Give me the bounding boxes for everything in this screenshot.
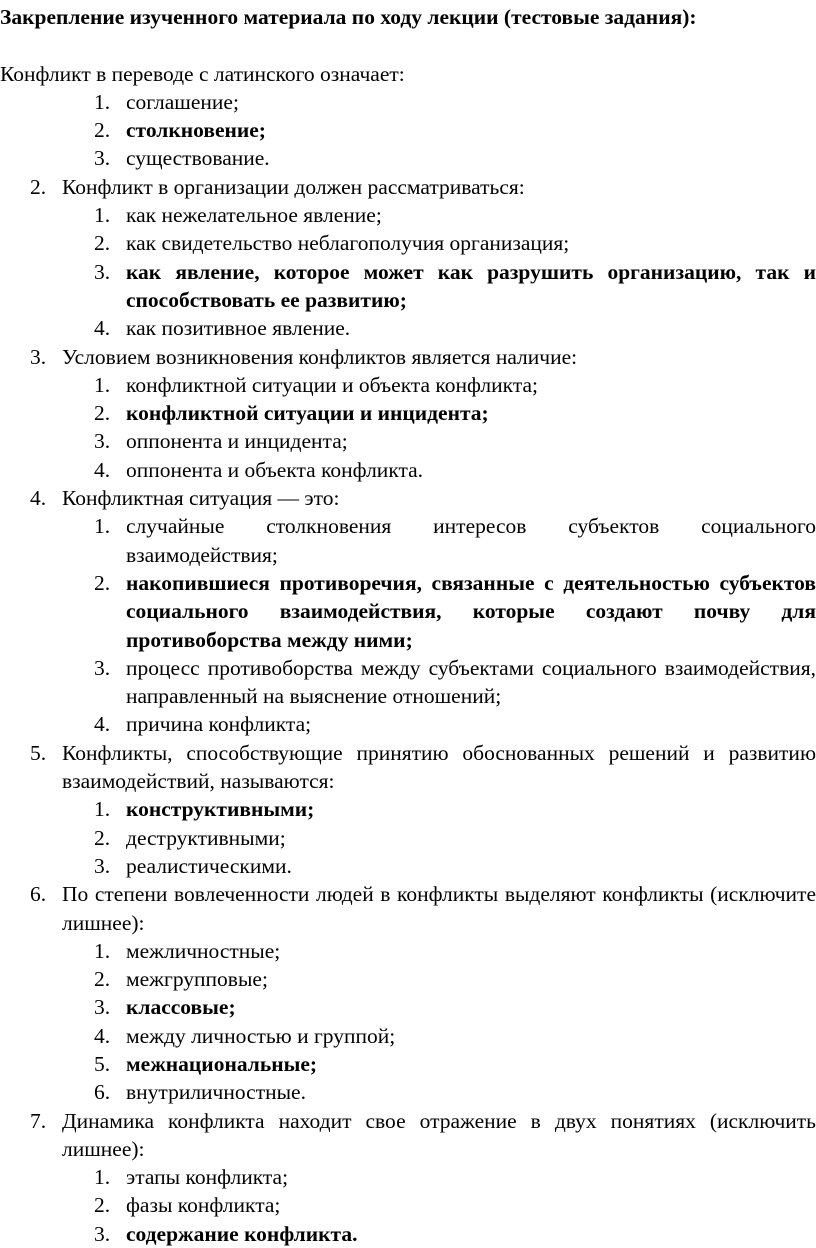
option-text: как позитивное явление.: [126, 316, 351, 341]
option-number: 4.: [94, 316, 111, 341]
option-text: внутриличностные.: [126, 1080, 306, 1105]
question-block: [0, 1107, 816, 1248]
answer-option: [0, 937, 816, 965]
answer-option: [0, 427, 816, 455]
option-text: конфликтной ситуации и объекта конфликта;: [126, 372, 539, 397]
option-number: 4.: [94, 712, 111, 737]
question-row: [0, 173, 816, 201]
option-number: 1.: [94, 203, 111, 228]
option-text: соглашение;: [126, 89, 239, 114]
option-number: 3.: [94, 995, 111, 1020]
option-text: столкновение;: [126, 118, 266, 143]
option-text: как свидетельство неблагополучия организация;: [126, 231, 570, 256]
answer-option-correct: [0, 795, 816, 823]
option-text: оппонента и объекта конфликта.: [126, 457, 424, 482]
option-text: как нежелательное явление;: [126, 203, 382, 228]
option-text: существование.: [126, 146, 270, 171]
option-text: межличностные;: [126, 938, 281, 963]
option-number: 2.: [94, 118, 111, 143]
page-title: Закрепление изученного материала по ходу лекции (тестовые задания):: [0, 5, 697, 29]
option-text: классовые;: [126, 995, 236, 1020]
option-text: как явление, которое может как разрушить организацию, так и способствовать ее развитию;: [126, 259, 816, 312]
question-text: Конфликт в переводе с латинского означает:: [0, 61, 405, 86]
answer-option-correct: [0, 258, 816, 315]
question-row: [0, 1107, 816, 1164]
answer-option: [0, 1191, 816, 1219]
option-number: 3.: [94, 146, 111, 171]
option-text: процесс противоборства между субъектами социального взаимодействия, направленный на выяснение отношений;: [126, 655, 816, 709]
question-row: [0, 880, 816, 937]
option-text: между личностью и группой;: [126, 1023, 396, 1048]
option-text: этапы конфликта;: [126, 1165, 289, 1190]
answer-option: [0, 852, 816, 880]
question-row: [0, 739, 816, 796]
option-number: 1.: [94, 797, 111, 822]
answer-option: [0, 144, 816, 172]
option-text: конфликтной ситуации и инцидента;: [126, 401, 489, 426]
option-text: межгрупповые;: [126, 967, 268, 992]
answer-option: [0, 1078, 816, 1106]
answer-option: [0, 512, 816, 569]
answer-option: [0, 88, 816, 116]
question-block: [0, 739, 816, 880]
answer-option: [0, 965, 816, 993]
option-number: 6.: [94, 1080, 111, 1105]
question-block: [0, 173, 816, 343]
question-text: Конфликты, способствующие принятию обоснованных решений и развитию взаимодействий, называются:: [62, 740, 816, 794]
option-number: 2.: [94, 570, 111, 595]
option-number: 2.: [94, 825, 111, 850]
option-number: 3.: [94, 429, 111, 454]
option-text: накопившиеся противоречия, связанные с деятельностью субъектов социального взаимодействия, которые создают почву для противоборства между ними;: [126, 570, 816, 652]
option-number: 3.: [94, 1221, 111, 1246]
question-list: [0, 60, 816, 1248]
question-row: [0, 343, 816, 371]
answer-option-correct: [0, 569, 816, 654]
option-number: 3.: [94, 259, 111, 284]
question-block: [0, 60, 816, 173]
question-text: Динамика конфликта находит свое отражение в двух понятиях (исключить лишнее):: [62, 1108, 816, 1161]
question-block: [0, 343, 816, 484]
question-row: [0, 484, 816, 512]
answer-option-correct: [0, 993, 816, 1021]
option-text: причина конфликта;: [126, 712, 312, 737]
answer-option: [0, 456, 816, 484]
option-number: 2.: [94, 231, 111, 256]
option-text: конструктивными;: [126, 797, 315, 822]
option-number: 2.: [94, 1193, 111, 1218]
question-number: 3.: [30, 344, 47, 369]
question-block: [0, 484, 816, 739]
answer-option-correct: [0, 399, 816, 427]
option-text: случайные столкновения интересов субъектов социального взаимодействия;: [126, 514, 816, 567]
option-text: деструктивными;: [126, 825, 286, 850]
option-text: содержание конфликта.: [126, 1221, 358, 1246]
answer-option: [0, 710, 816, 738]
option-number: 1.: [94, 372, 111, 397]
answer-option-correct: [0, 1220, 816, 1248]
question-number: 6.: [30, 882, 47, 907]
answer-option: [0, 1022, 816, 1050]
option-number: 1.: [94, 1165, 111, 1190]
answer-option: [0, 654, 816, 711]
option-number: 1.: [94, 514, 111, 539]
option-number: 5.: [94, 1051, 111, 1076]
answer-option: [0, 371, 816, 399]
answer-option: [0, 229, 816, 257]
question-text: Конфликтная ситуация — это:: [62, 486, 340, 511]
question-number: 5.: [30, 740, 47, 765]
option-number: 4.: [94, 457, 111, 482]
question-number: 2.: [30, 174, 47, 199]
answer-option: [0, 824, 816, 852]
question-text: По степени вовлеченности людей в конфликты выделяют конфликты (исключите лишнее):: [62, 882, 816, 935]
option-text: фазы конфликта;: [126, 1193, 281, 1218]
answer-option: [0, 201, 816, 229]
answer-option: [0, 314, 816, 342]
question-block: [0, 880, 816, 1106]
question-text: Условием возникновения конфликтов является наличие:: [62, 344, 578, 369]
option-number: 2.: [94, 401, 111, 426]
answer-option-correct: [0, 1050, 816, 1078]
answer-option: [0, 1163, 816, 1191]
option-text: межнациональные;: [126, 1051, 318, 1076]
option-number: 3.: [94, 853, 111, 878]
answer-option-correct: [0, 116, 816, 144]
option-number: 1.: [94, 89, 111, 114]
option-text: оппонента и инцидента;: [126, 429, 348, 454]
option-text: реалистическими.: [126, 853, 292, 878]
spacer: [0, 31, 816, 59]
option-number: 1.: [94, 938, 111, 963]
question-number: 7.: [30, 1108, 47, 1133]
option-number: 2.: [94, 967, 111, 992]
question-number: 4.: [30, 486, 47, 511]
question-text: Конфликт в организации должен рассматриваться:: [62, 174, 525, 199]
option-number: 3.: [94, 655, 111, 680]
option-number: 4.: [94, 1023, 111, 1048]
